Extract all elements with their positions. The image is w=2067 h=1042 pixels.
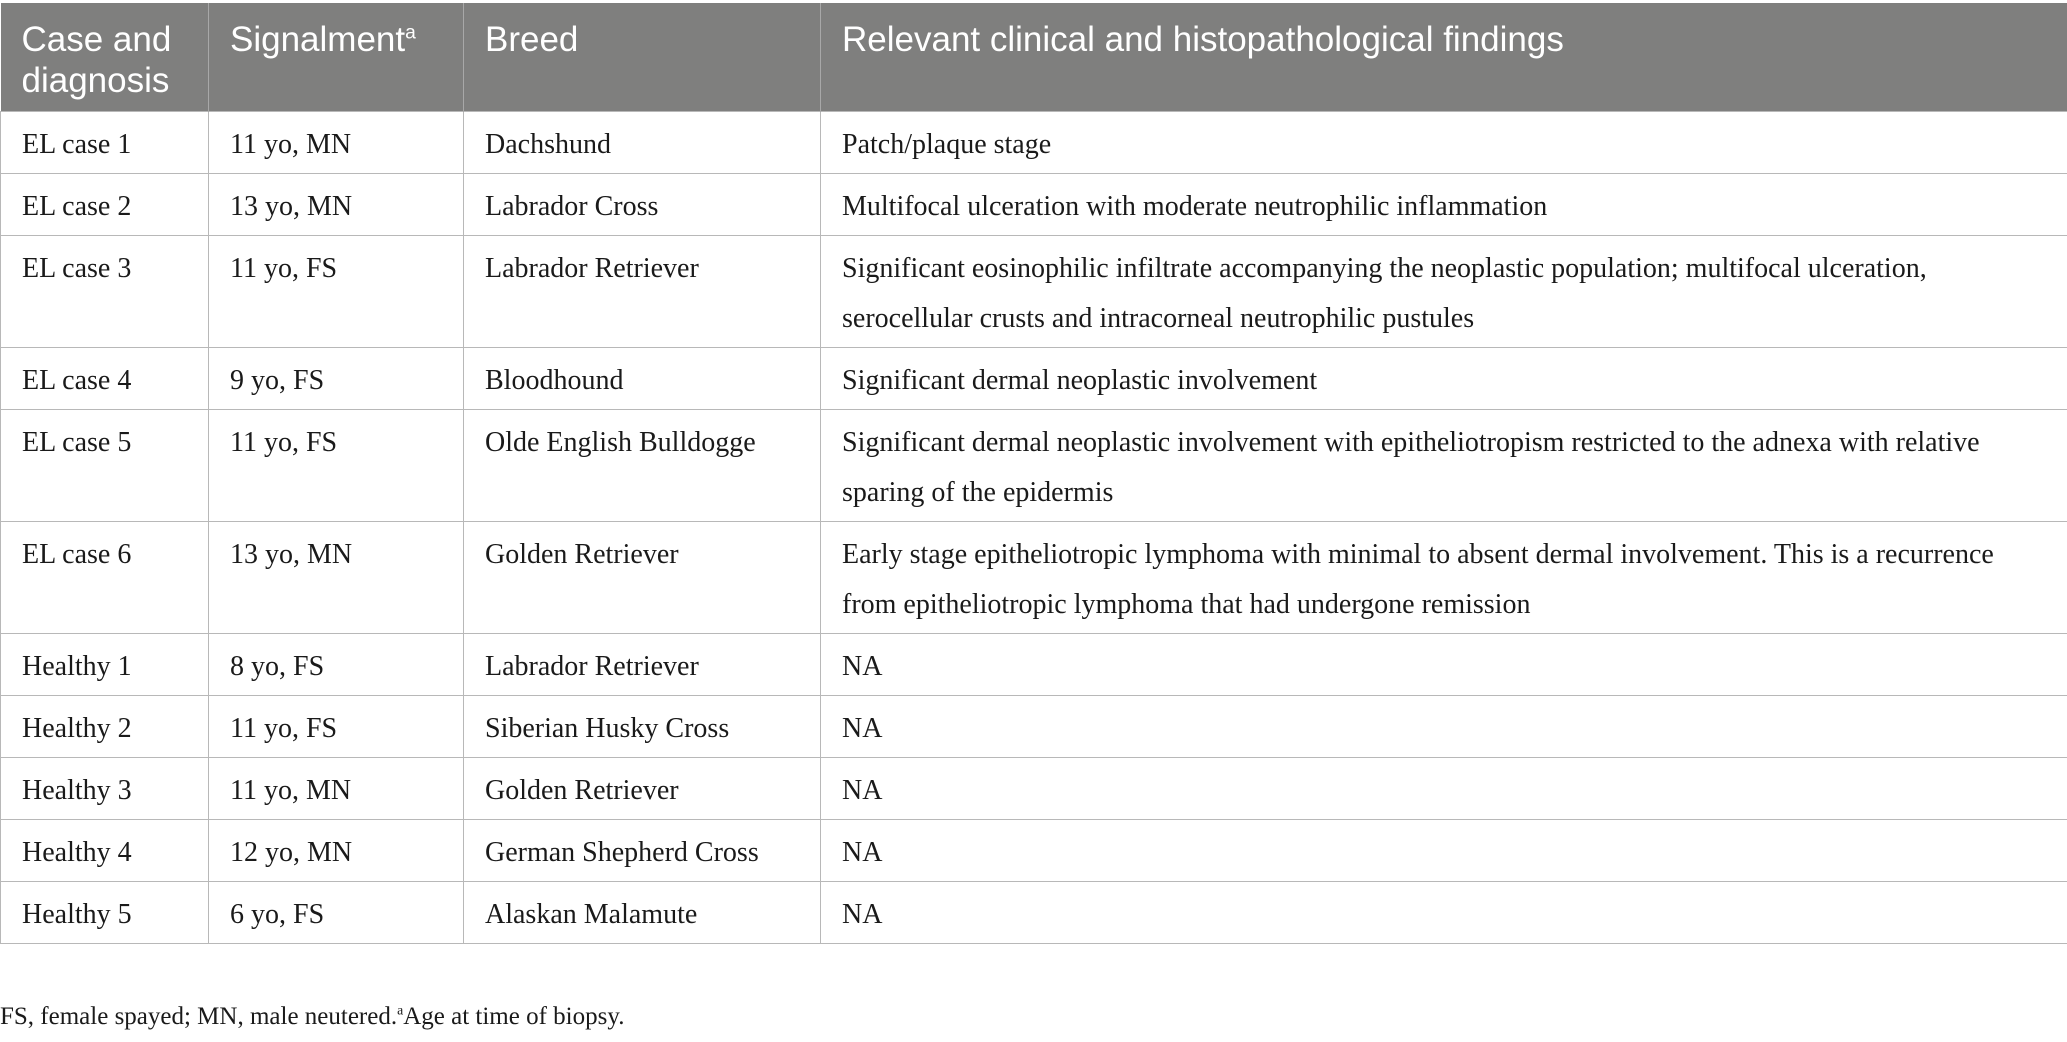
cell-breed: Golden Retriever	[464, 522, 821, 634]
table-row	[1, 634, 2067, 696]
cell-signalment: 12 yo, MN	[209, 820, 464, 882]
header-signalment	[209, 3, 464, 112]
table-row	[1, 174, 2067, 236]
header-signalment-label: Signalment	[230, 20, 406, 59]
table-row	[1, 236, 2067, 348]
cell-signalment: 11 yo, FS	[209, 696, 464, 758]
cell-findings: NA	[821, 634, 2067, 696]
cell-findings: NA	[821, 696, 2067, 758]
header-breed: Breed	[464, 3, 821, 112]
cell-signalment: 11 yo, FS	[209, 410, 464, 522]
cell-findings: NA	[821, 820, 2067, 882]
footnote	[0, 1003, 624, 1031]
footnote-abbreviations: FS, female spayed; MN, male neutered.	[0, 1003, 398, 1030]
table-row	[1, 820, 2067, 882]
cell-breed: Olde English Bulldogge	[464, 410, 821, 522]
table-row	[1, 882, 2067, 944]
cell-breed: Labrador Cross	[464, 174, 821, 236]
cell-findings: Early stage epitheliotropic lymphoma with minimal to absent dermal involvement. This is a recurrence from epitheliotropic lymphoma that had undergone remission	[821, 522, 2067, 634]
table-row	[1, 348, 2067, 410]
header-case: Case and diagnosis	[1, 3, 209, 112]
cell-case: Healthy 3	[1, 758, 209, 820]
table-body	[1, 112, 2067, 944]
cell-breed: Alaskan Malamute	[464, 882, 821, 944]
cell-case: EL case 4	[1, 348, 209, 410]
cell-case: Healthy 1	[1, 634, 209, 696]
cell-breed: Golden Retriever	[464, 758, 821, 820]
cell-signalment: 6 yo, FS	[209, 882, 464, 944]
footnote-note: Age at time of biopsy.	[403, 1003, 625, 1030]
cell-breed: Dachshund	[464, 112, 821, 174]
cell-findings: Significant dermal neoplastic involvement with epitheliotropism restricted to the adnexa with relative sparing of the epidermis	[821, 410, 2067, 522]
cell-findings: NA	[821, 758, 2067, 820]
header-signalment-marker: a	[405, 22, 416, 44]
cell-case: EL case 5	[1, 410, 209, 522]
header-row	[1, 3, 2067, 112]
cell-findings: Significant eosinophilic infiltrate accompanying the neoplastic population; multifocal ulceration, serocellular crusts and intracorneal neutrophilic pustules	[821, 236, 2067, 348]
footnote-marker: a	[397, 1002, 404, 1018]
cell-breed: Labrador Retriever	[464, 236, 821, 348]
cell-case: EL case 1	[1, 112, 209, 174]
table-row	[1, 410, 2067, 522]
cell-findings: Significant dermal neoplastic involvement	[821, 348, 2067, 410]
cell-signalment: 11 yo, MN	[209, 758, 464, 820]
table-row	[1, 758, 2067, 820]
cell-findings: NA	[821, 882, 2067, 944]
cell-case: Healthy 4	[1, 820, 209, 882]
cell-case: Healthy 5	[1, 882, 209, 944]
cell-case: EL case 3	[1, 236, 209, 348]
cell-signalment: 8 yo, FS	[209, 634, 464, 696]
cell-signalment: 11 yo, MN	[209, 112, 464, 174]
header-findings: Relevant clinical and histopathological findings	[821, 3, 2067, 112]
cell-signalment: 13 yo, MN	[209, 522, 464, 634]
cell-breed: Bloodhound	[464, 348, 821, 410]
table-row	[1, 522, 2067, 634]
cell-breed: German Shepherd Cross	[464, 820, 821, 882]
cell-signalment: 11 yo, FS	[209, 236, 464, 348]
cell-breed: Labrador Retriever	[464, 634, 821, 696]
data-table	[0, 3, 2067, 944]
cell-case: EL case 6	[1, 522, 209, 634]
table-row	[1, 696, 2067, 758]
cell-signalment: 9 yo, FS	[209, 348, 464, 410]
cell-breed: Siberian Husky Cross	[464, 696, 821, 758]
table-row	[1, 112, 2067, 174]
cell-case: Healthy 2	[1, 696, 209, 758]
cell-findings: Multifocal ulceration with moderate neutrophilic inflammation	[821, 174, 2067, 236]
cell-signalment: 13 yo, MN	[209, 174, 464, 236]
cell-findings: Patch/plaque stage	[821, 112, 2067, 174]
cell-case: EL case 2	[1, 174, 209, 236]
